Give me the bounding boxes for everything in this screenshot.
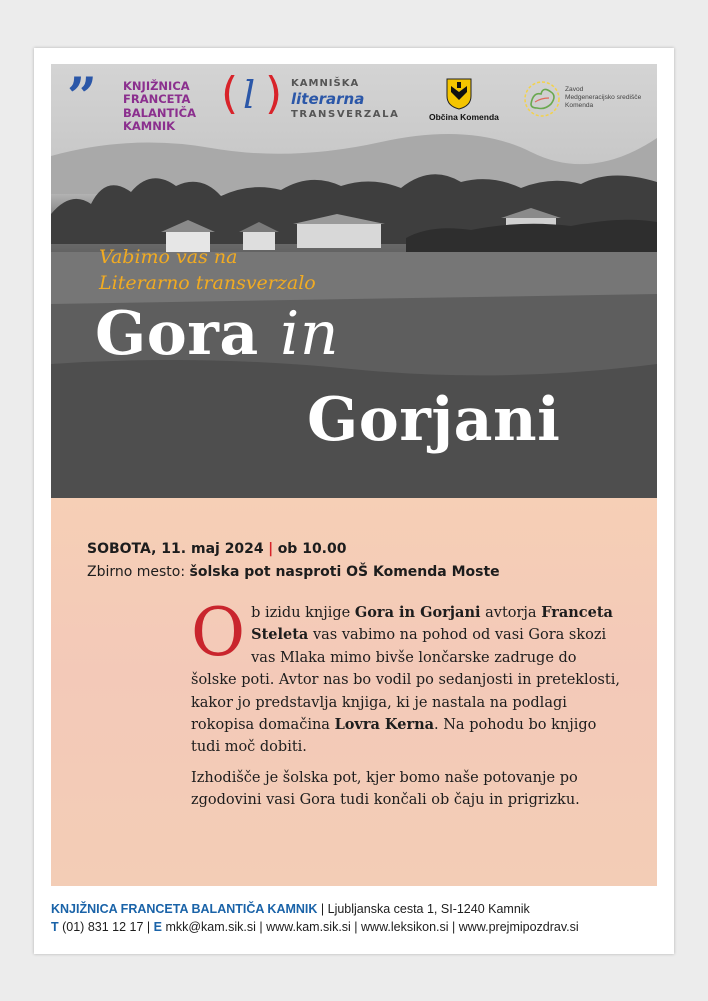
letter-l-icon: l: [243, 73, 256, 117]
text-run: avtorja: [480, 605, 542, 621]
komenda-caption: Občina Komenda: [429, 112, 499, 122]
book-title: Gora in Gorjani: [354, 604, 481, 621]
meeting-label: Zbirno mesto:: [87, 564, 186, 580]
zavod-line: Medgeneracijsko središče: [565, 94, 642, 101]
page-title: [95, 299, 339, 369]
invite-text: [99, 244, 316, 296]
zavod-logo: [521, 80, 642, 123]
description-paragraph-2: Izhodišče je šolska pot, kjer bomo naše potovanje po zgodovini vasi Gora tudi končali ob čaju in prigrizku.: [191, 769, 580, 809]
zavod-leaf-icon: [521, 80, 563, 118]
literary-route-logo-text: [291, 78, 401, 120]
footer-phone: (01) 831 12 17 |: [58, 920, 154, 934]
description-paragraph-1: [191, 594, 621, 759]
zavod-line: Komenda: [565, 102, 594, 109]
library-logo-line: FRANCETA: [123, 92, 191, 107]
quote-mark-icon: ”: [67, 67, 97, 128]
library-logo-line: BALANTIČA: [123, 105, 196, 120]
title-word-gora: Gora: [95, 299, 259, 369]
footer-line2: [51, 918, 657, 936]
event-separator: |: [268, 541, 274, 557]
paren-right-icon: ): [265, 68, 283, 119]
text-run: vas vabimo na pohod od vasi Gora skozi vas Mlaka mimo bivše lončarske zadruge do šolske poti. Avtor nas bo vodil po sedanjosti in preteklosti, kakor jo predstavlja knjiga, ki je nastala na podlagi rokopisa domačina: [191, 627, 620, 734]
literary-route-line2: literarna: [291, 90, 365, 108]
drop-cap: O: [191, 594, 246, 671]
footer-address: | Ljubljanska cesta 1, SI-1240 Kamnik: [317, 902, 530, 916]
meeting-place-line: [87, 561, 500, 584]
phone-label: T: [51, 920, 59, 934]
text-run: b izidu knjige: [251, 605, 355, 621]
poster-sheet: [34, 48, 674, 954]
page-title-line2: Gorjani: [307, 385, 561, 455]
event-time: ob 10.00: [277, 541, 347, 557]
paren-left-icon: (: [221, 68, 239, 119]
invite-line1: Vabimo vas na: [99, 246, 238, 268]
event-date: SOBOTA, 11. maj 2024: [87, 541, 264, 557]
event-details: [87, 538, 500, 584]
library-logo-line: KAMNIK: [123, 119, 176, 134]
hero-photo: [51, 64, 657, 498]
library-logo-line: KNJIŽNICA: [123, 79, 190, 93]
event-date-line: [87, 538, 500, 561]
footer-contact: [51, 900, 657, 936]
footer-line1: [51, 900, 657, 918]
zavod-line: Zavod: [565, 86, 584, 93]
zavod-logo-text: [565, 86, 657, 110]
info-panel: [51, 498, 657, 886]
footer-contacts[interactable]: mkk@kam.sik.si | www.kam.sik.si | www.leksikon.si | www.prejmipozdrav.si: [161, 920, 579, 934]
partner-logos: [51, 64, 657, 144]
literary-route-line3: TRANSVERZALA: [291, 109, 400, 120]
text-run: . Na pohodu bo knjigo tudi moč dobiti.: [191, 717, 597, 756]
komenda-crest-icon: [446, 78, 472, 110]
author-name: Franceta Steleta: [251, 604, 613, 644]
meeting-place: šolska pot nasproti OŠ Komenda Moste: [189, 564, 500, 580]
email-label: E: [153, 920, 162, 934]
komenda-logo: [429, 78, 499, 122]
event-description: [191, 594, 621, 812]
footer-org-name: KNJIŽNICA FRANCETA BALANTIČA KAMNIK: [51, 902, 318, 916]
invite-line2: Literarno transverzalo: [99, 272, 316, 294]
literary-route-line1: KAMNIŠKA: [291, 78, 360, 89]
native-name: Lovra Kerna: [334, 716, 435, 734]
title-word-in: in: [280, 299, 339, 369]
